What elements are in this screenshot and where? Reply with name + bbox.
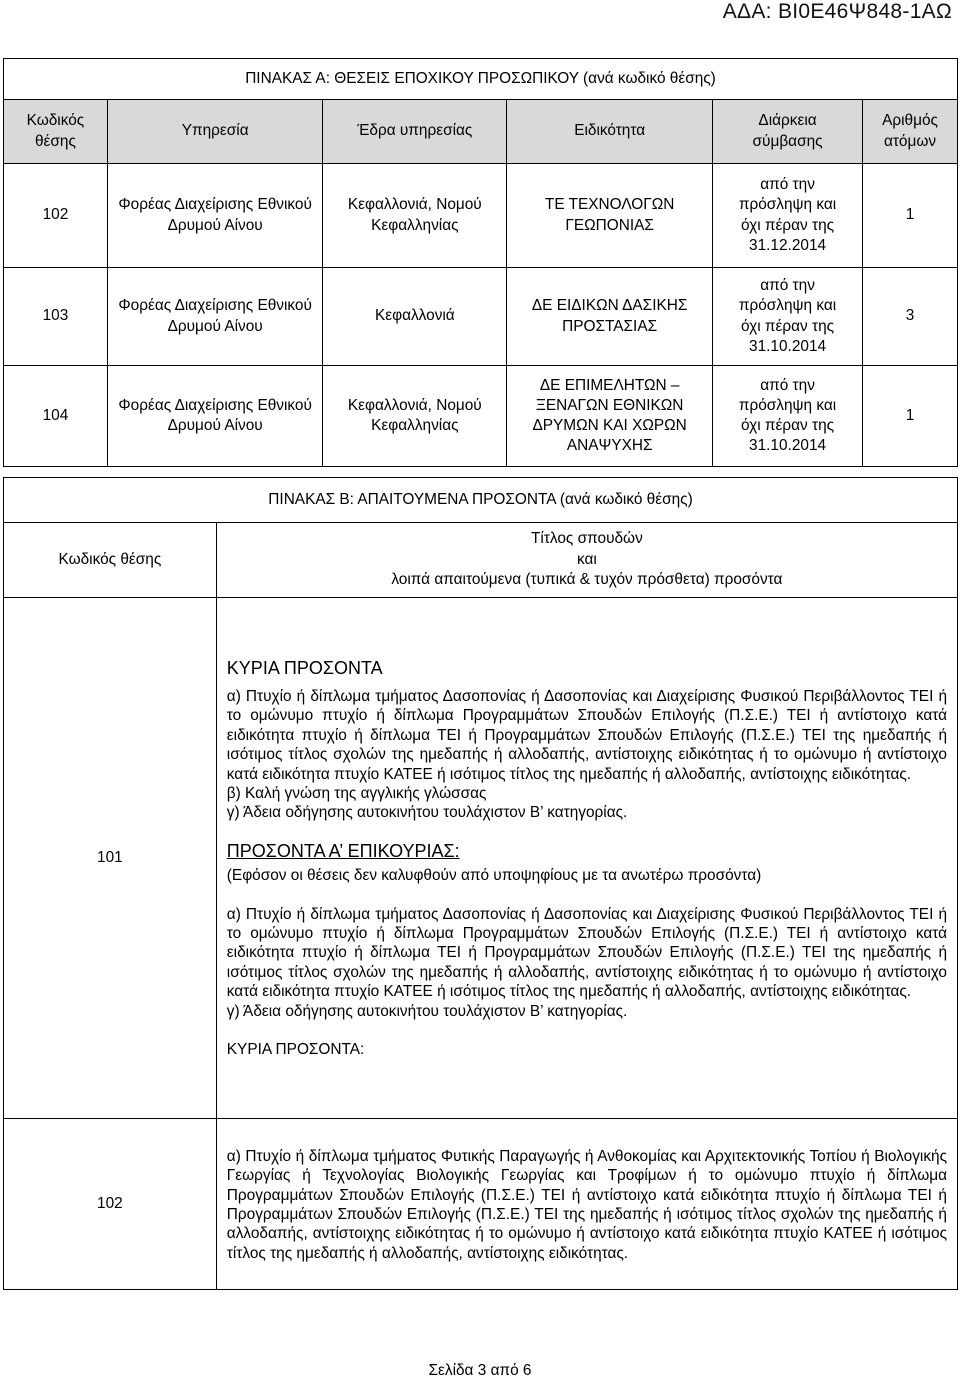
cell-specialty: ΔΕ ΕΙΔΙΚΩΝ ΔΑΣΙΚΗΣ ΠΡΟΣΤΑΣΙΑΣ bbox=[507, 268, 713, 366]
header-req-line1: Τίτλος σπουδών bbox=[531, 529, 643, 547]
qualification-c: γ) Άδεια οδήγησης αυτοκινήτου τουλάχιστον Β’ κατηγορίας. bbox=[226, 804, 628, 822]
cell-service: Φορέας Διαχείρισης Εθνικού Δρυμού Αίνου bbox=[107, 268, 323, 366]
cell-specialty: ΤΕ ΤΕΧΝΟΛΟΓΩΝ ΓΕΩΠΟΝΙΑΣ bbox=[507, 164, 713, 268]
page-number: Σελίδα 3 από 6 bbox=[428, 1362, 532, 1379]
qualification-b: β) Καλή γνώση της αγγλικής γλώσσας bbox=[226, 784, 487, 802]
table-row bbox=[4, 598, 958, 1119]
main-qualifications-title: ΚΥΡΙΑ ΠΡΟΣΟΝΤΑ bbox=[226, 657, 383, 678]
table-row bbox=[4, 366, 958, 467]
cell-duration: από την πρόσληψη και όχι πέραν της 31.10.2014 bbox=[713, 268, 863, 366]
cell-requirements bbox=[216, 598, 957, 1119]
header-persons: Αριθμός ατόμων bbox=[863, 100, 958, 164]
cell-code: 101 bbox=[4, 598, 217, 1119]
cell-duration: από την πρόσληψη και όχι πέραν της 31.12.2014 bbox=[713, 164, 863, 268]
header-requirements bbox=[216, 523, 957, 598]
header-seat: Έδρα υπηρεσίας bbox=[323, 100, 507, 164]
aux-qualification-a: α) Πτυχίο ή δίπλωμα τμήματος Δασοπονίας ή Δασοπονίας και Διαχείρισης Φυσικού Περιβάλλοντος ΤΕΙ ή το ομώνυμο πτυχίο ή δίπλωμα Προγραμμάτων Σπουδών Επιλογής (Π.Σ.Ε.) ΤΕΙ ή αντίστοιχο κατά ειδικότητα πτυχίο ή δίπλωμα ΤΕΙ ή Προγραμμάτων Σπουδών Επιλογής (Π.Σ.Ε.) ΤΕΙ της ημεδαπής ή ισότιμος τίτλος σχολών της ημεδαπής ή αλλοδαπής, αντίστοιχης ειδικότητας ή το ομώνυμο ή αντίστοιχο κατά ειδικότητα πτυχίο ΚΑΤΕΕ ή ισότιμος τίτλος της ημεδαπής ή αλλοδαπής, αντίστοιχης ειδικότητας. bbox=[226, 905, 947, 1001]
table-a bbox=[3, 58, 958, 467]
header-duration: Διάρκεια σύμβασης bbox=[713, 100, 863, 164]
header-code: Κωδικός θέσης bbox=[4, 523, 217, 598]
cell-persons: 1 bbox=[863, 164, 958, 268]
header-service: Υπηρεσία bbox=[107, 100, 323, 164]
cell-specialty: ΔΕ ΕΠΙΜΕΛΗΤΩΝ – ΞΕΝΑΓΩΝ ΕΘΝΙΚΩΝ ΔΡΥΜΩΝ ΚΑΙ ΧΩΡΩΝ ΑΝΑΨΥΧΗΣ bbox=[507, 366, 713, 467]
cell-service: Φορέας Διαχείρισης Εθνικού Δρυμού Αίνου bbox=[107, 164, 323, 268]
cell-code: 102 bbox=[4, 164, 108, 268]
qualification-a: α) Πτυχίο ή δίπλωμα τμήματος Δασοπονίας ή Δασοπονίας και Διαχείρισης Φυσικού Περιβάλλοντος ΤΕΙ ή το ομώνυμο πτυχίο ή δίπλωμα Προγραμμάτων Σπουδών Επιλογής (Π.Σ.Ε.) ΤΕΙ ή αντίστοιχο κατά ειδικότητα πτυχίο ή δίπλωμα ΤΕΙ ή Προγραμμάτων Σπουδών Επιλογής (Π.Σ.Ε.) ΤΕΙ της ημεδαπής ή ισότιμος τίτλος σχολών της ημεδαπής ή αλλοδαπής, αντίστοιχης ειδικότητας ή το ομώνυμο ή αντίστοιχο κατά ειδικότητα πτυχίο ΚΑΤΕΕ ή ισότιμος τίτλος της ημεδαπής ή αλλοδαπής, αντίστοιχης ειδικότητας. bbox=[226, 687, 947, 783]
header-code: Κωδικός θέσης bbox=[4, 100, 108, 164]
cell-seat: Κεφαλλονιά bbox=[323, 268, 507, 366]
cell-service: Φορέας Διαχείρισης Εθνικού Δρυμού Αίνου bbox=[107, 366, 323, 467]
aux-qualification-c: γ) Άδεια οδήγησης αυτοκινήτου τουλάχιστον Β’ κατηγορίας. bbox=[226, 1002, 628, 1020]
cell-persons: 3 bbox=[863, 268, 958, 366]
table-row bbox=[4, 164, 958, 268]
cell-requirements bbox=[216, 1119, 957, 1290]
header-specialty: Ειδικότητα bbox=[507, 100, 713, 164]
cell-duration: από την πρόσληψη και όχι πέραν της 31.10.2014 bbox=[713, 366, 863, 467]
header-req-line3: λοιπά απαιτούμενα (τυπικά & τυχόν πρόσθετα) προσόντα bbox=[391, 571, 783, 589]
table-b-title: ΠΙΝΑΚΑΣ Β: ΑΠΑΙΤΟΥΜΕΝΑ ΠΡΟΣΟΝΤΑ (ανά κωδικό θέσης) bbox=[4, 478, 958, 523]
table-b bbox=[3, 477, 958, 1290]
table-row bbox=[4, 268, 958, 366]
table-row bbox=[4, 1119, 958, 1290]
cell-code: 103 bbox=[4, 268, 108, 366]
ada-code: ΑΔΑ: ΒΙ0Ε46Ψ848-1ΑΩ bbox=[722, 0, 952, 23]
main-qualifications-title-102: ΚΥΡΙΑ ΠΡΟΣΟΝΤΑ: bbox=[226, 1041, 365, 1059]
table-a-title: ΠΙΝΑΚΑΣ Α: ΘΕΣΕΙΣ ΕΠΟΧΙΚΟΥ ΠΡΟΣΩΠΙΚΟΥ (ανά κωδικό θέσης) bbox=[4, 59, 958, 100]
qualification-a: α) Πτυχίο ή δίπλωμα τμήματος Φυτικής Παραγωγής ή Ανθοκομίας και Αρχιτεκτονικής Τοπίου ή Βιολογικής Γεωργίας ή Τεχνολογίας Βιολογικής Γεωργίας και Τροφίμων ή το ομώνυμο πτυχίο ή δίπλωμα Προγραμμάτων Σπουδών Επιλογής (Π.Σ.Ε.) ΤΕΙ ή αντίστοιχο κατά ειδικότητα πτυχίο ή δίπλωμα ΤΕΙ ή Προγραμμάτων Σπουδών Επιλογής (Π.Σ.Ε.) ΤΕΙ της ημεδαπής ή ισότιμος τίτλος σχολών της ημεδαπής ή αλλοδαπής, αντίστοιχης ειδικότητας ή το ομώνυμο ή αντίστοιχο κατά ειδικότητα πτυχίο ΚΑΤΕΕ ή ισότιμος τίτλος της ημεδαπής ή αλλοδαπής, αντίστοιχης ειδικότητας. bbox=[226, 1147, 947, 1262]
aux-qualifications-title: ΠΡΟΣΟΝΤΑ Α’ ΕΠΙΚΟΥΡΙΑΣ: bbox=[226, 840, 460, 861]
aux-note: (Εφόσον οι θέσεις δεν καλυφθούν από υποψηφίους με τα ανωτέρω προσόντα) bbox=[226, 867, 762, 885]
cell-code: 102 bbox=[4, 1119, 217, 1290]
cell-code: 104 bbox=[4, 366, 108, 467]
cell-seat: Κεφαλλονιά, Νομού Κεφαλληνίας bbox=[323, 366, 507, 467]
cell-persons: 1 bbox=[863, 366, 958, 467]
cell-seat: Κεφαλλονιά, Νομού Κεφαλληνίας bbox=[323, 164, 507, 268]
header-req-line2: και bbox=[576, 550, 597, 568]
